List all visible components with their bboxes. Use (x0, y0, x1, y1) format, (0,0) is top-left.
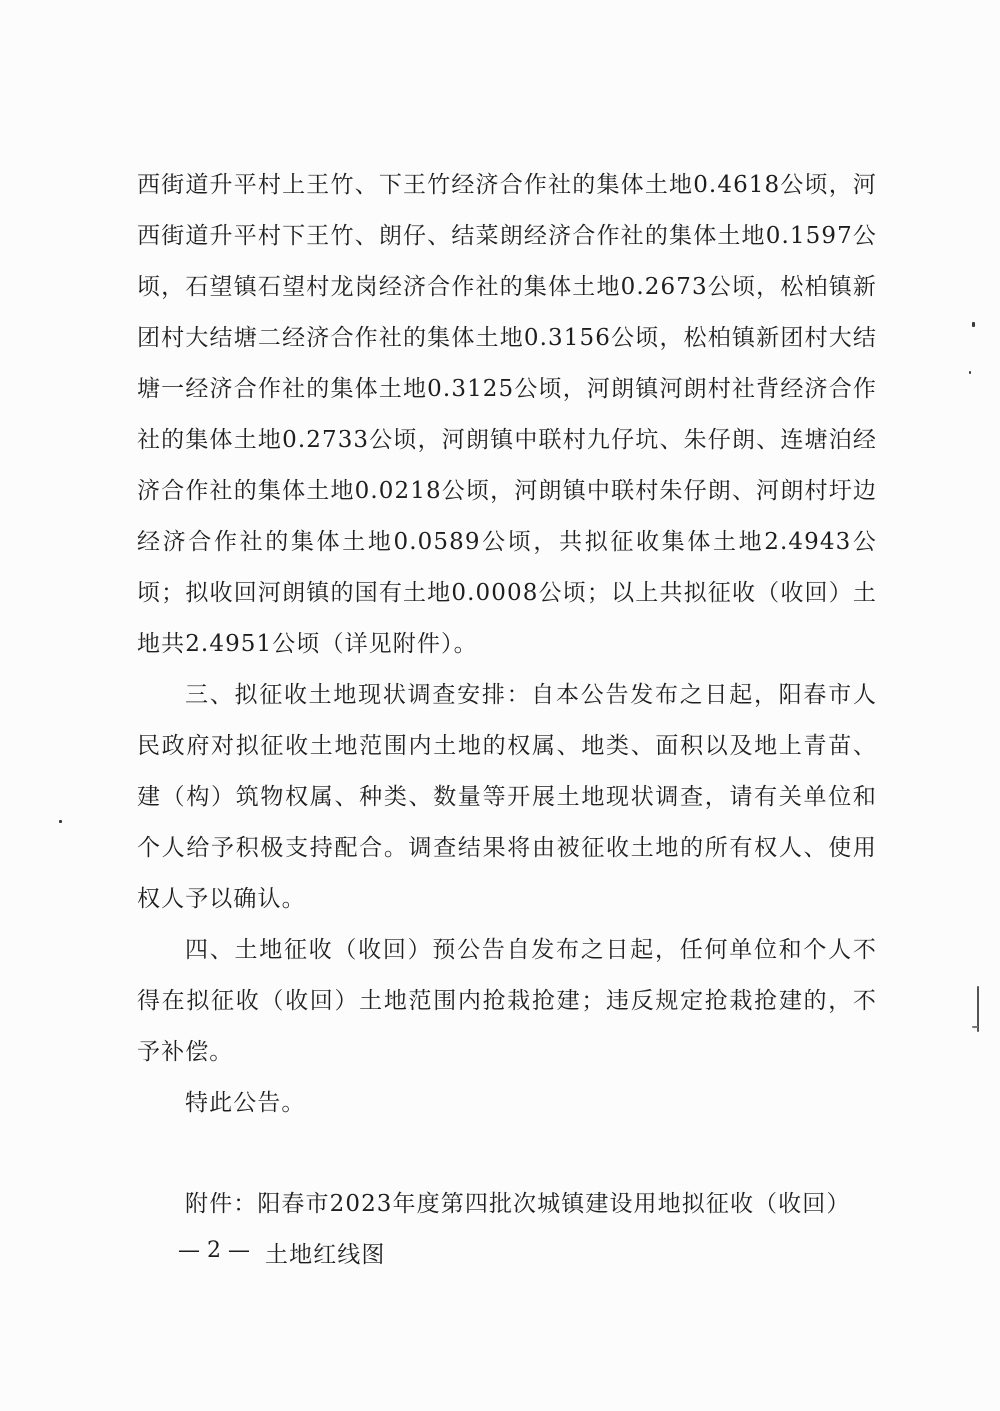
attachment-title-part1: 阳春市2023年度第四批次城镇建设用地拟征收（收回） (257, 1191, 851, 1217)
scan-speck (59, 820, 62, 823)
paragraph-survey-arrangement: 三、拟征收土地现状调查安排：自本公告发布之日起，阳春市人民政府对拟征收土地范围内土地的权属、地类、面积以及地上青苗、建（构）筑物权属、种类、数量等开展土地现状调查，请有关单位和个人给予积极支持配合。调查结果将由被征收土地的所有权人、使用权人予以确认。 (137, 682, 877, 912)
scan-speck (969, 371, 971, 374)
scan-speck (972, 322, 975, 327)
attachment-title-part2: 土地红线图 (265, 1242, 386, 1268)
document-body (137, 160, 877, 1281)
attachment-first-line (137, 1179, 877, 1230)
page-number: — 2 — (178, 1238, 250, 1263)
scan-binding-mark (972, 1026, 978, 1028)
closing-statement: 特此公告。 (185, 1090, 306, 1116)
attachment-note (137, 1179, 877, 1281)
paragraph-prohibition: 四、土地征收（收回）预公告自发布之日起，任何单位和个人不得在拟征收（收回）土地范围内抢栽抢建；违反规定抢栽抢建的，不予补偿。 (137, 937, 877, 1065)
attachment-label: 附件： (185, 1191, 258, 1217)
paragraph-land-list: 西街道升平村上王竹、下王竹经济合作社的集体土地0.4618公顷，河西街道升平村下王竹、朗仔、结菜朗经济合作社的集体土地0.1597公顷，石望镇石望村龙岗经济合作社的集体土地0.2673公顷，松柏镇新团村大结塘二经济合作社的集体土地0.3156公顷，松柏镇新团村大结塘一经济合作社的集体土地0.3125公顷，河朗镇河朗村社背经济合作社的集体土地0.2733公顷，河朗镇中联村九仔坑、朱仔朗、连塘泊经济合作社的集体土地0.0218公顷，河朗镇中联村朱仔朗、河朗村圩边经济合作社的集体土地0.0589公顷，共拟征收集体土地2.4943公顷；拟收回河朗镇的国有土地0.0008公顷；以上共拟征收（收回）土地共2.4951公顷（详见附件）。 (137, 172, 877, 657)
